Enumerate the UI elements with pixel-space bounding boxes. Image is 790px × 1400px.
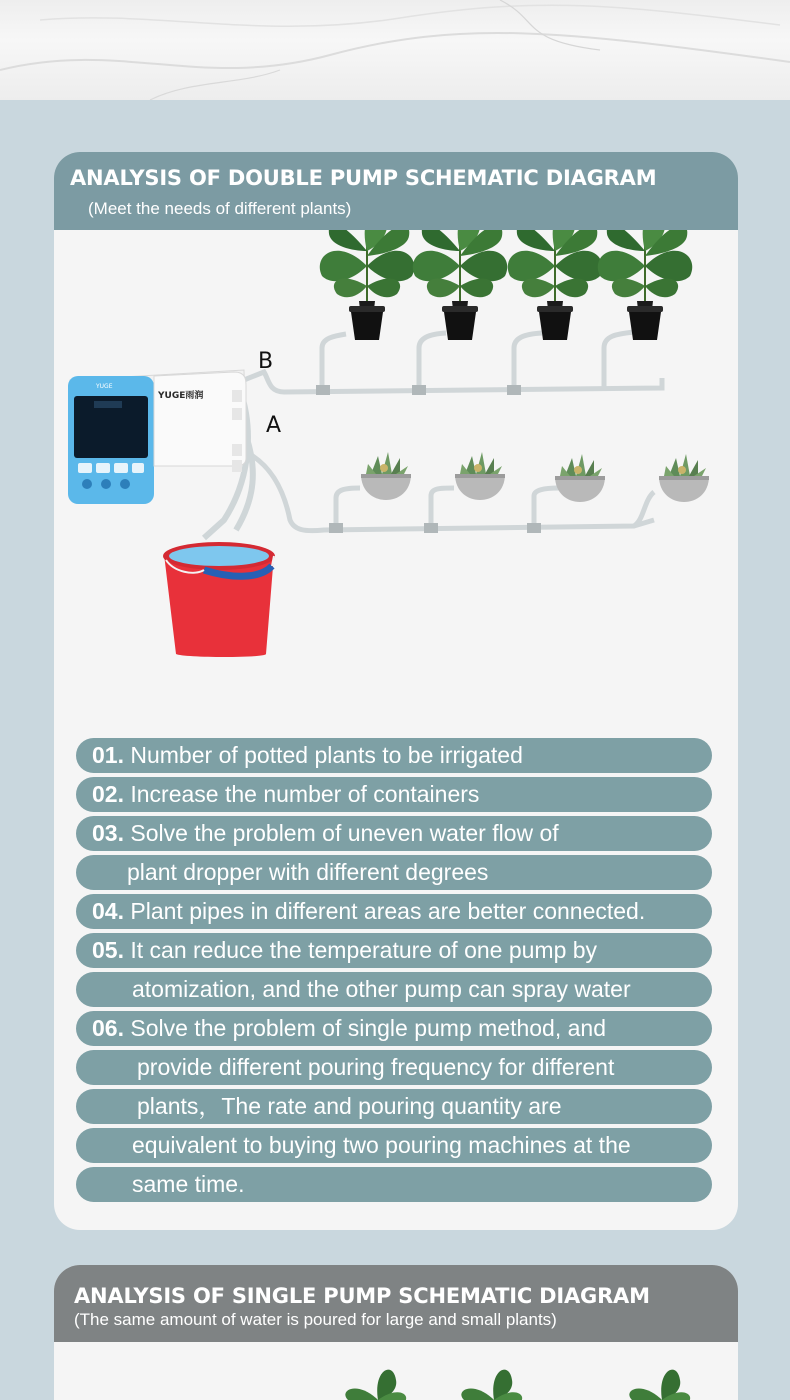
- feature-item-02: 02. Increase the number of containers: [76, 777, 712, 812]
- feature-item-06-cont-1: provide different pouring frequency for different: [76, 1050, 712, 1085]
- marble-banner: [0, 0, 790, 100]
- double-pump-subtitle: (Meet the needs of different plants): [88, 199, 352, 218]
- single-pump-title: ANALYSIS OF SINGLE PUMP SCHEMATIC DIAGRAM: [74, 1284, 650, 1308]
- feature-item-06: 06. Solve the problem of single pump method, and: [76, 1011, 712, 1046]
- feature-item-05: 05. It can reduce the temperature of one pump by: [76, 933, 712, 968]
- double-pump-title: ANALYSIS OF DOUBLE PUMP SCHEMATIC DIAGRAM: [70, 166, 657, 190]
- single-pump-card: [54, 1265, 738, 1400]
- pump-a-label: A: [266, 413, 282, 438]
- feature-item-03: 03. Solve the problem of uneven water flow of: [76, 816, 712, 851]
- double-pump-diagram: [54, 230, 738, 730]
- screen-brand-label: YUGE: [96, 383, 113, 390]
- single-pump-header: [54, 1265, 738, 1342]
- device-brand-label: YUGE雨润: [158, 391, 204, 401]
- feature-item-01: 01. Number of potted plants to be irrigated: [76, 738, 712, 773]
- double-pump-card: [54, 152, 738, 1230]
- controller-device: [68, 370, 246, 504]
- pump-b-label: B: [258, 349, 274, 374]
- feature-item-05-cont: atomization, and the other pump can spray water: [76, 972, 712, 1007]
- double-pump-header: [54, 152, 738, 230]
- feature-item-06-cont-2: plants，The rate and pouring quantity are: [76, 1089, 712, 1124]
- water-bucket: [163, 542, 275, 657]
- feature-item-06-cont-3: equivalent to buying two pouring machines at the: [76, 1128, 712, 1163]
- single-pump-diagram: [54, 1342, 738, 1400]
- single-pump-subtitle: (The same amount of water is poured for large and small plants): [74, 1310, 557, 1329]
- feature-item-04: 04. Plant pipes in different areas are better connected.: [76, 894, 712, 929]
- feature-item-06-cont-4: same time.: [76, 1167, 712, 1202]
- feature-item-03-cont: plant dropper with different degrees: [76, 855, 712, 890]
